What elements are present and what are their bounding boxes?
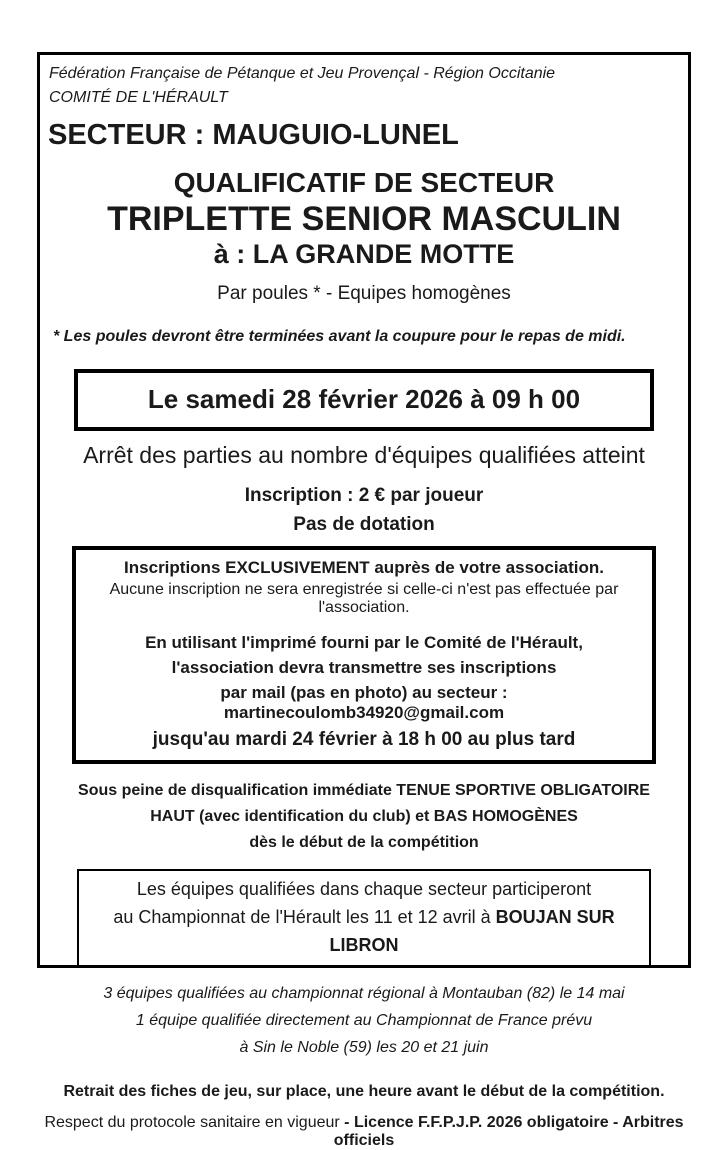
dress-code-line-3: dès le début de la compétition	[249, 833, 479, 851]
organization-header	[40, 55, 688, 110]
inscription-fee-line: Inscription : 2 € par joueur	[244, 485, 484, 506]
championship-box	[77, 869, 651, 969]
game-sheets-line: Retrait des fiches de jeu, sur place, une heure avant le début de la compétition.	[63, 1083, 665, 1101]
qualification-note-2: 1 équipe qualifiée directement au Championnat de France prévu	[135, 1012, 593, 1030]
flyer-outer-border	[37, 52, 691, 1150]
championship-line-2	[81, 904, 647, 960]
event-place: à : LA GRANDE MOTTE	[213, 239, 515, 269]
event-main-title: TRIPLETTE SENIOR MASCULIN	[107, 200, 621, 238]
protocol-prefix: Respect du protocole sanitaire en vigueur	[44, 1114, 345, 1132]
championship-venue: BOUJAN SUR LIBRON	[329, 906, 615, 955]
stop-rule-line: Arrêt des parties au nombre d'équipes qualifiées atteint	[83, 442, 645, 468]
event-date-box: Le samedi 28 février 2026 à 09 h 00	[74, 369, 654, 431]
pools-footnote: * Les poules devront être terminées avant la coupure pour le repas de midi.	[53, 328, 626, 345]
qualification-note-1: 3 équipes qualifiées au championnat régional à Montauban (82) le 14 mai	[103, 985, 625, 1003]
dress-code-line-1: Sous peine de disqualification immédiate TENUE SPORTIVE OBLIGATOIRE	[78, 782, 650, 799]
dress-code-block	[40, 778, 688, 856]
qualification-notes	[40, 981, 688, 1062]
sector-title: SECTEUR : MAUGUIO-LUNEL	[48, 119, 459, 151]
inscriptions-rule-3: En utilisant l'imprimé fourni par le Comité de l'Hérault,	[145, 633, 583, 652]
dotation-line: Pas de dotation	[293, 514, 435, 535]
inscriptions-email-line: par mail (pas en photo) au secteur : martinecoulomb34920@gmail.com	[220, 683, 508, 722]
championship-line-1: Les équipes qualifiées dans chaque secteur participeront	[136, 878, 592, 899]
qualification-note-3: à Sin le Noble (59) les 20 et 21 juin	[239, 1039, 489, 1057]
protocol-license: - Licence F.F.P.J.P. 2026 obligatoire - Arbitres officiels	[333, 1114, 684, 1150]
inscriptions-rule-4: l'association devra transmettre ses inscriptions	[171, 658, 557, 677]
inscriptions-deadline: jusqu'au mardi 24 février à 18 h 00 au plus tard	[152, 729, 576, 750]
federation-line: Fédération Française de Pétanque et Jeu Provençal - Région Occitanie	[49, 65, 556, 82]
inscriptions-box	[72, 546, 656, 764]
championship-line-2-prefix: au Championnat de l'Hérault les 11 et 12 avril à	[113, 906, 496, 927]
event-format: Par poules * - Equipes homogènes	[217, 283, 511, 304]
inscriptions-rule-2: Aucune inscription ne sera enregistrée si celle-ci n'est pas effectuée par l'association.	[109, 581, 619, 616]
protocol-line	[40, 1114, 688, 1150]
committee-line: COMITÉ DE L'HÉRAULT	[49, 89, 228, 106]
event-title-block	[40, 167, 688, 305]
dress-code-line-2: HAUT (avec identification du club) et BAS HOMOGÈNES	[150, 807, 578, 825]
inscriptions-rule-1: Inscriptions EXCLUSIVEMENT auprès de votre association.	[124, 558, 604, 577]
qualifier-title: QUALIFICATIF DE SECTEUR	[173, 167, 555, 198]
